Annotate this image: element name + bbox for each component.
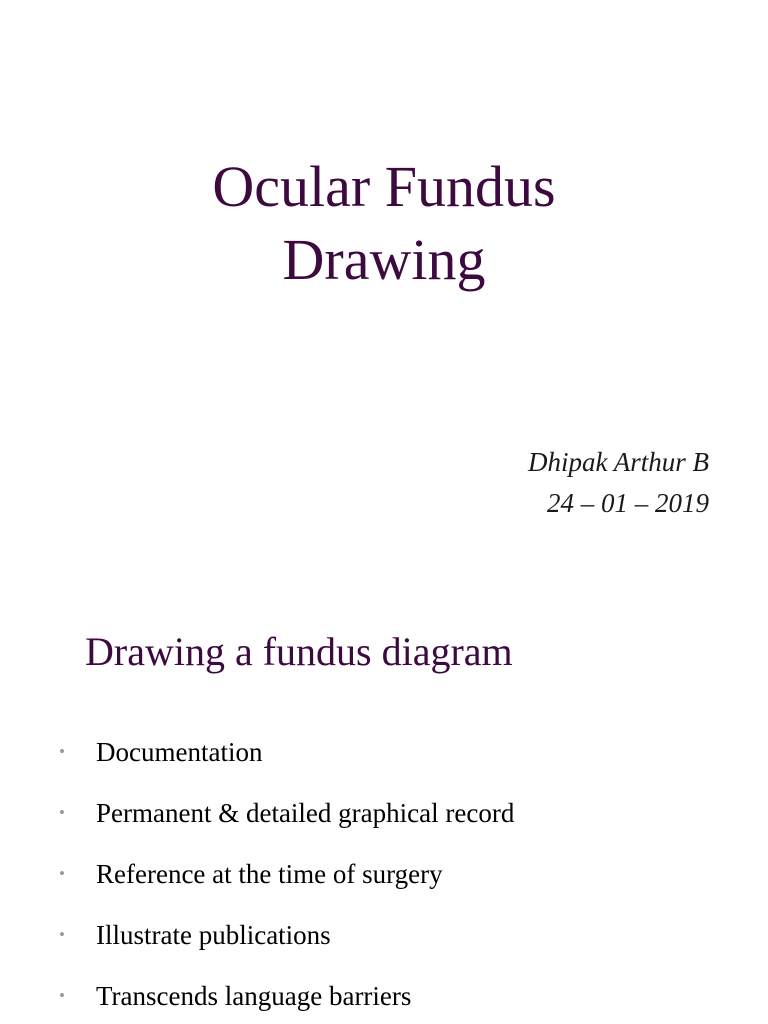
author-name: Dhipak Arthur B bbox=[528, 447, 709, 477]
bullet-text: Reference at the time of surgery bbox=[96, 859, 443, 889]
bullet-text: Illustrate publications bbox=[96, 920, 331, 950]
bullet-text: Transcends language barriers bbox=[96, 981, 412, 1011]
content-slide bbox=[0, 576, 768, 1024]
bullet-icon: • bbox=[59, 925, 65, 944]
bullet-text: Permanent & detailed graphical record bbox=[96, 798, 515, 828]
author-block bbox=[528, 442, 709, 524]
bullet-text: Documentation bbox=[96, 737, 263, 767]
bullet-icon: • bbox=[59, 803, 65, 822]
title-line-1: Ocular Fundus bbox=[212, 154, 556, 219]
presentation-date: 24 – 01 – 2019 bbox=[547, 488, 709, 518]
bullet-icon: • bbox=[59, 742, 65, 761]
content-slide-title: Drawing a fundus diagram bbox=[85, 629, 513, 674]
bullet-icon: • bbox=[59, 864, 65, 883]
list-item bbox=[0, 852, 768, 913]
slide-title bbox=[0, 150, 768, 296]
bullet-list bbox=[0, 730, 768, 1024]
list-item bbox=[0, 974, 768, 1024]
list-item bbox=[0, 791, 768, 852]
list-item bbox=[0, 730, 768, 791]
bullet-icon: • bbox=[59, 986, 65, 1005]
title-line-2: Drawing bbox=[282, 227, 486, 292]
list-item bbox=[0, 913, 768, 974]
